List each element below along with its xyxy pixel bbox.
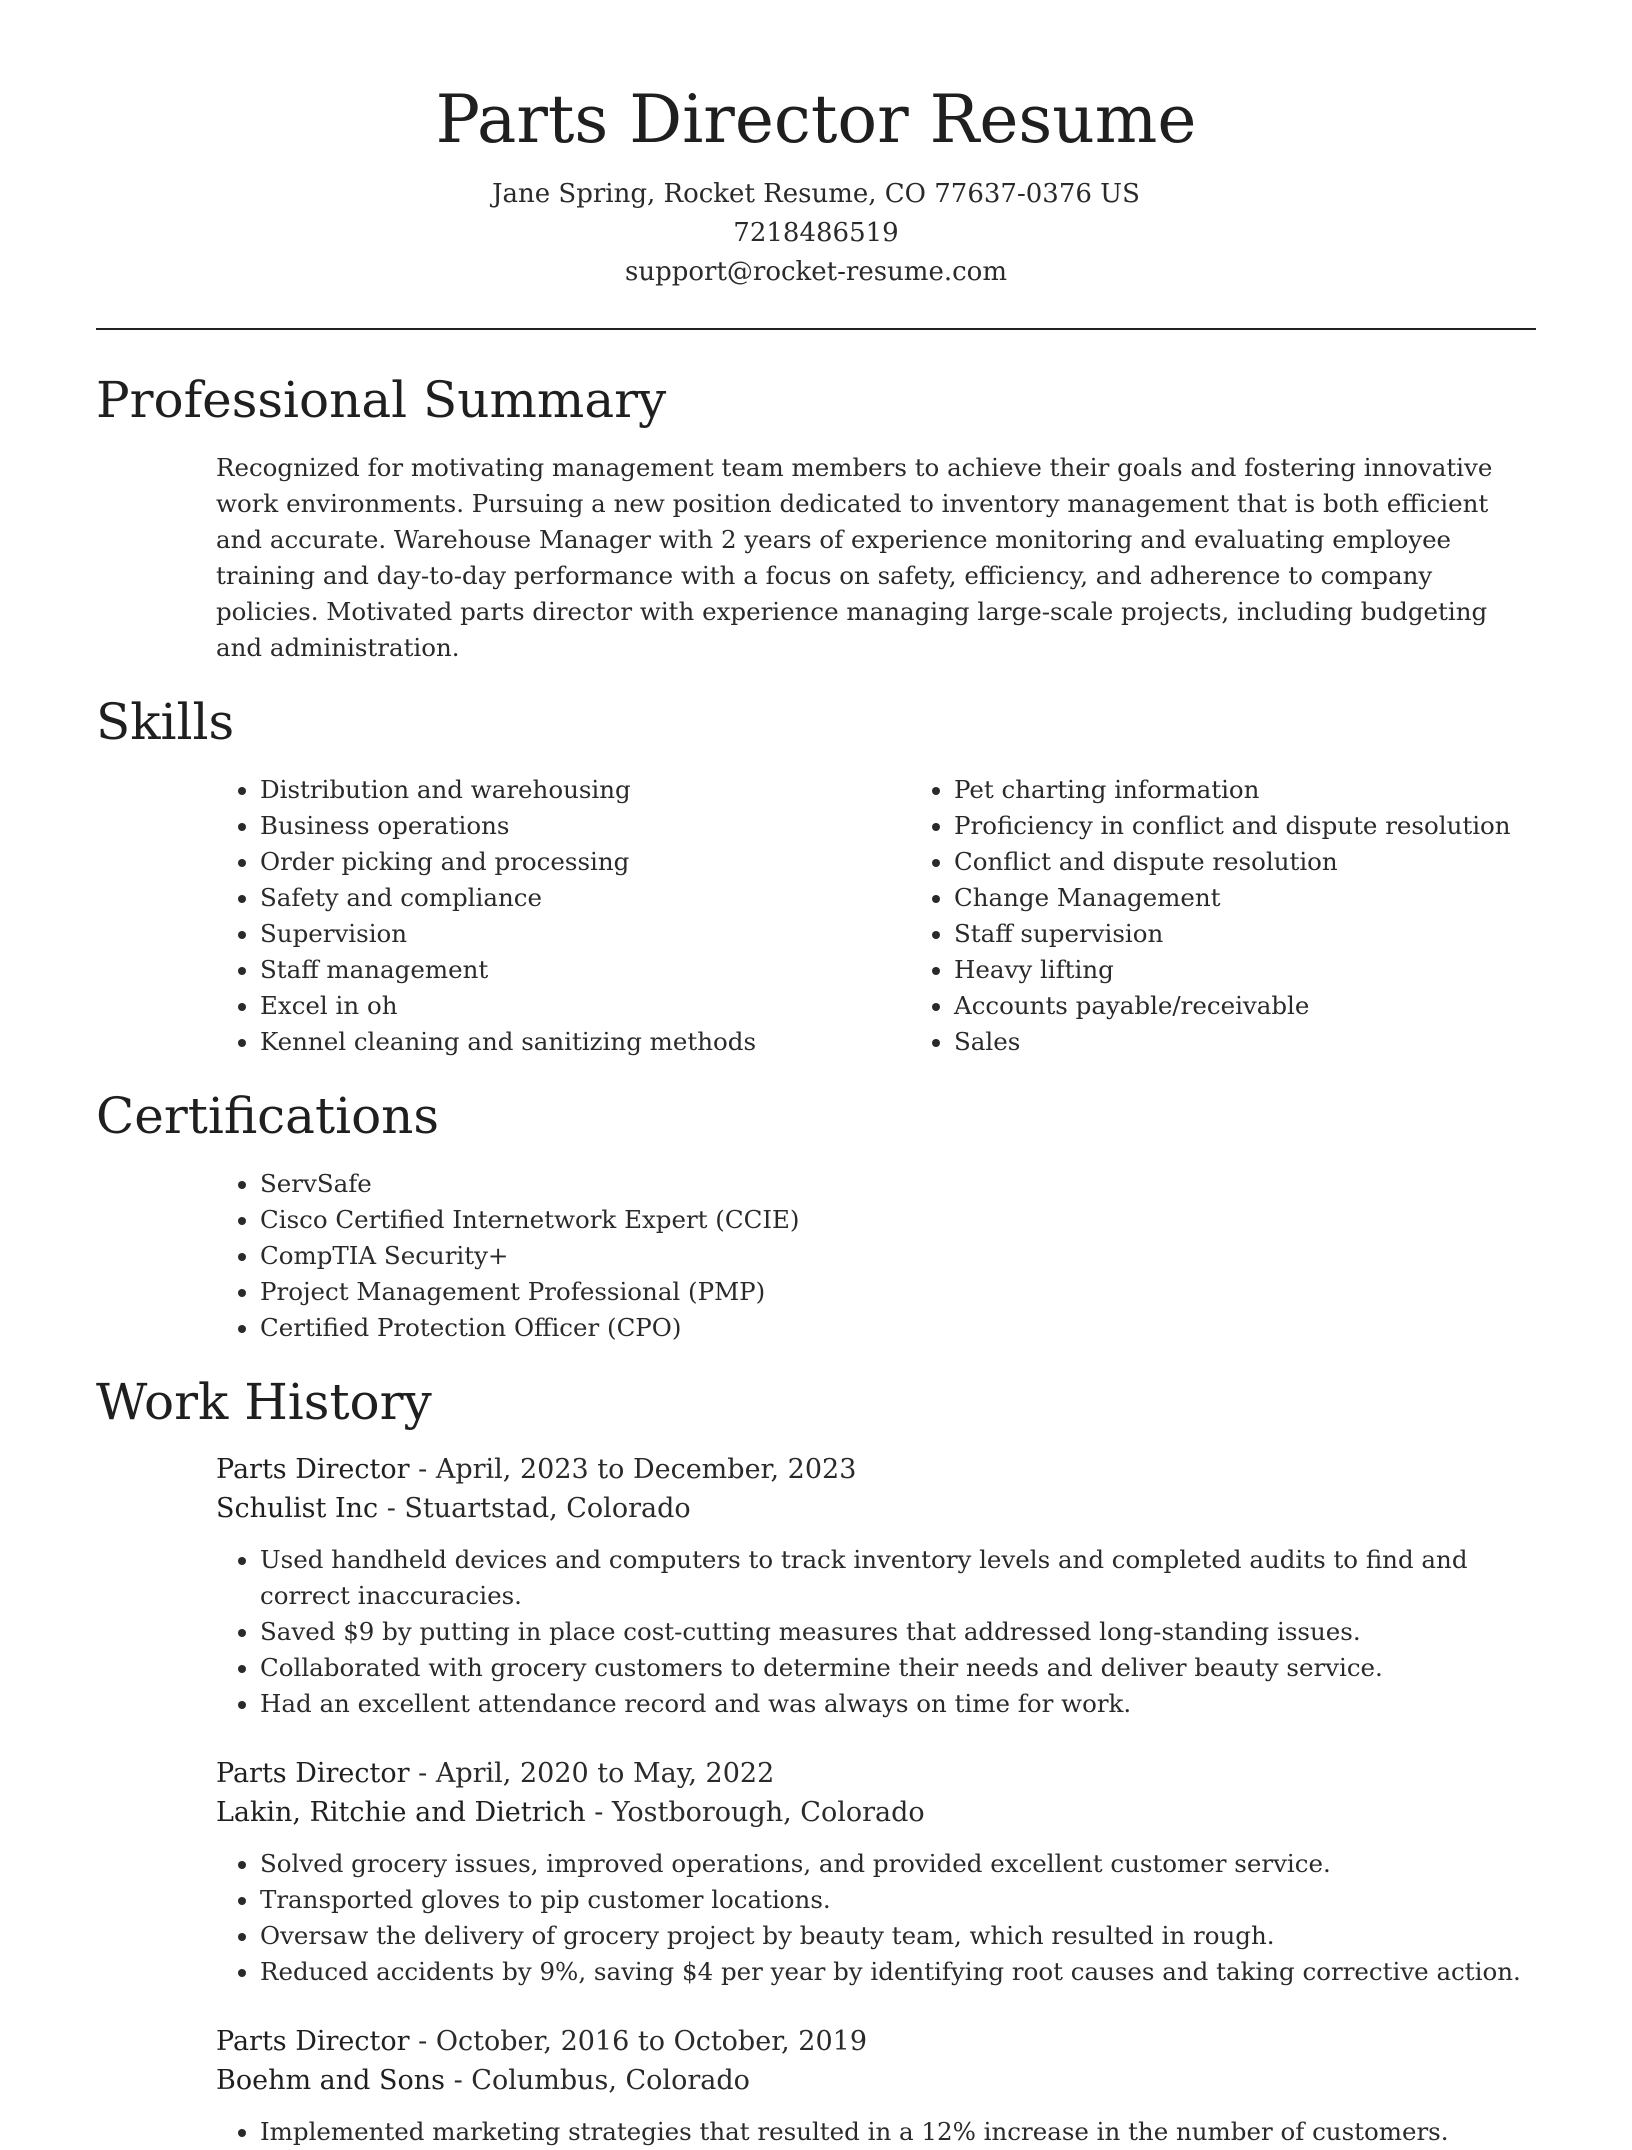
job-bullet: • Saved $9 by putting in place cost-cutting measures that addressed long-standing issues. [260, 1614, 1536, 1650]
job-bullet: • Oversaw the delivery of grocery project by beauty team, which resulted in rough. [260, 1918, 1536, 1954]
summary-text: Recognized for motivating management team members to achieve their goals and fostering innovative work environments. Pursuing a new position dedicated to inventory management that is both efficient and accurate. Warehouse Manager with 2 years of experience monitoring and evaluating employee training and day-to-day performance with a focus on safety, efficiency, and adherence to company policies. Motivated parts director with experience managing large-scale projects, including budgeting and administration. [216, 452, 1493, 662]
job-company: Lakin, Ritchie and Dietrich [216, 1796, 586, 1828]
job-bullet: • Reduced accidents by 9%, saving $4 per year by identifying root causes and taking corrective action. [260, 1954, 1536, 1990]
certification-item: • Certified Protection Officer (CPO) [260, 1310, 1536, 1346]
certifications-section [96, 1086, 1536, 1346]
skill-item: • Excel in oh [260, 988, 910, 1024]
skill-item: • Conflict and dispute resolution [954, 844, 1604, 880]
certifications-list [216, 1166, 1536, 1346]
job-company-line [216, 2061, 1536, 2100]
skill-item: • Kennel cleaning and sanitizing methods [260, 1024, 910, 1060]
job-bullets [216, 1542, 1536, 1722]
job-dates: - October, 2016 to October, 2019 [409, 2025, 868, 2057]
job-bullet: • Implemented marketing strategies that resulted in a 12% increase in the number of customers. [260, 2114, 1536, 2150]
job-title: Parts Director [216, 2025, 410, 2057]
job-company: Schulist Inc [216, 1492, 379, 1524]
job-title-line [216, 2022, 1536, 2061]
resume-header [96, 0, 1536, 292]
certifications-block [216, 1166, 1536, 1346]
job-title-line [216, 1450, 1536, 1489]
job-company: Boehm and Sons [216, 2064, 445, 2096]
job-location: - Yostborough, Colorado [585, 1796, 925, 1828]
job-bullets [216, 1846, 1536, 1990]
skill-item: • Accounts payable/receivable [954, 988, 1604, 1024]
summary-section [96, 370, 1536, 666]
work-history-section [96, 1372, 1536, 2150]
job-location: - Columbus, Colorado [445, 2064, 750, 2096]
certification-item: • ServSafe [260, 1166, 1536, 1202]
header-divider [96, 328, 1536, 330]
job-company-line [216, 1489, 1536, 1528]
skill-item: • Safety and compliance [260, 880, 910, 916]
job-title-line [216, 1754, 1536, 1793]
skills-heading: Skills [96, 692, 235, 751]
skills-list-right [910, 772, 1604, 1060]
skill-item: • Business operations [260, 808, 910, 844]
skill-item: • Change Management [954, 880, 1604, 916]
job-bullet: • Solved grocery issues, improved operations, and provided excellent customer service. [260, 1846, 1536, 1882]
job-location: - Stuartstad, Colorado [378, 1492, 691, 1524]
skill-item: • Distribution and warehousing [260, 772, 910, 808]
job-bullet: • Collaborated with grocery customers to determine their needs and deliver beauty service. [260, 1650, 1536, 1686]
skills-columns [216, 772, 1536, 1060]
contact-phone: 7218486519 [733, 217, 899, 248]
job-bullet: • Used handheld devices and computers to track inventory levels and completed audits to find and correct inaccuracies. [260, 1542, 1536, 1614]
job-bullet: • Had an excellent attendance record and was always on time for work. [260, 1686, 1536, 1722]
job-entry [216, 1754, 1536, 1990]
job-title: Parts Director [216, 1453, 410, 1485]
skill-item: • Pet charting information [954, 772, 1604, 808]
certification-item: • Project Management Professional (PMP) [260, 1274, 1536, 1310]
job-dates: - April, 2023 to December, 2023 [409, 1453, 857, 1485]
skills-section [96, 692, 1536, 1060]
job-bullet: • Transported gloves to pip customer locations. [260, 1882, 1536, 1918]
skill-item: • Staff supervision [954, 916, 1604, 952]
summary-heading: Professional Summary [96, 370, 667, 429]
job-dates: - April, 2020 to May, 2022 [409, 1757, 775, 1789]
page-title: Parts Director Resume [435, 81, 1197, 158]
certifications-heading: Certifications [96, 1086, 440, 1145]
skill-item: • Heavy lifting [954, 952, 1604, 988]
skill-item: • Proficiency in conflict and dispute resolution [954, 808, 1604, 844]
job-title: Parts Director [216, 1757, 410, 1789]
contact-address: Jane Spring, Rocket Resume, CO 77637-0376 US [492, 178, 1140, 209]
skills-list-left [216, 772, 910, 1060]
skill-item: • Staff management [260, 952, 910, 988]
job-company-line [216, 1793, 1536, 1832]
work-history-heading: Work History [96, 1372, 432, 1431]
skill-item: • Order picking and processing [260, 844, 910, 880]
certification-item: • Cisco Certified Internetwork Expert (CCIE) [260, 1202, 1536, 1238]
job-bullets [216, 2114, 1536, 2150]
contact-email: support@rocket-resume.com [624, 256, 1007, 287]
job-entry [216, 2022, 1536, 2150]
skill-item: • Sales [954, 1024, 1604, 1060]
skill-item: • Supervision [260, 916, 910, 952]
job-entry [216, 1450, 1536, 1722]
certification-item: • CompTIA Security+ [260, 1238, 1536, 1274]
